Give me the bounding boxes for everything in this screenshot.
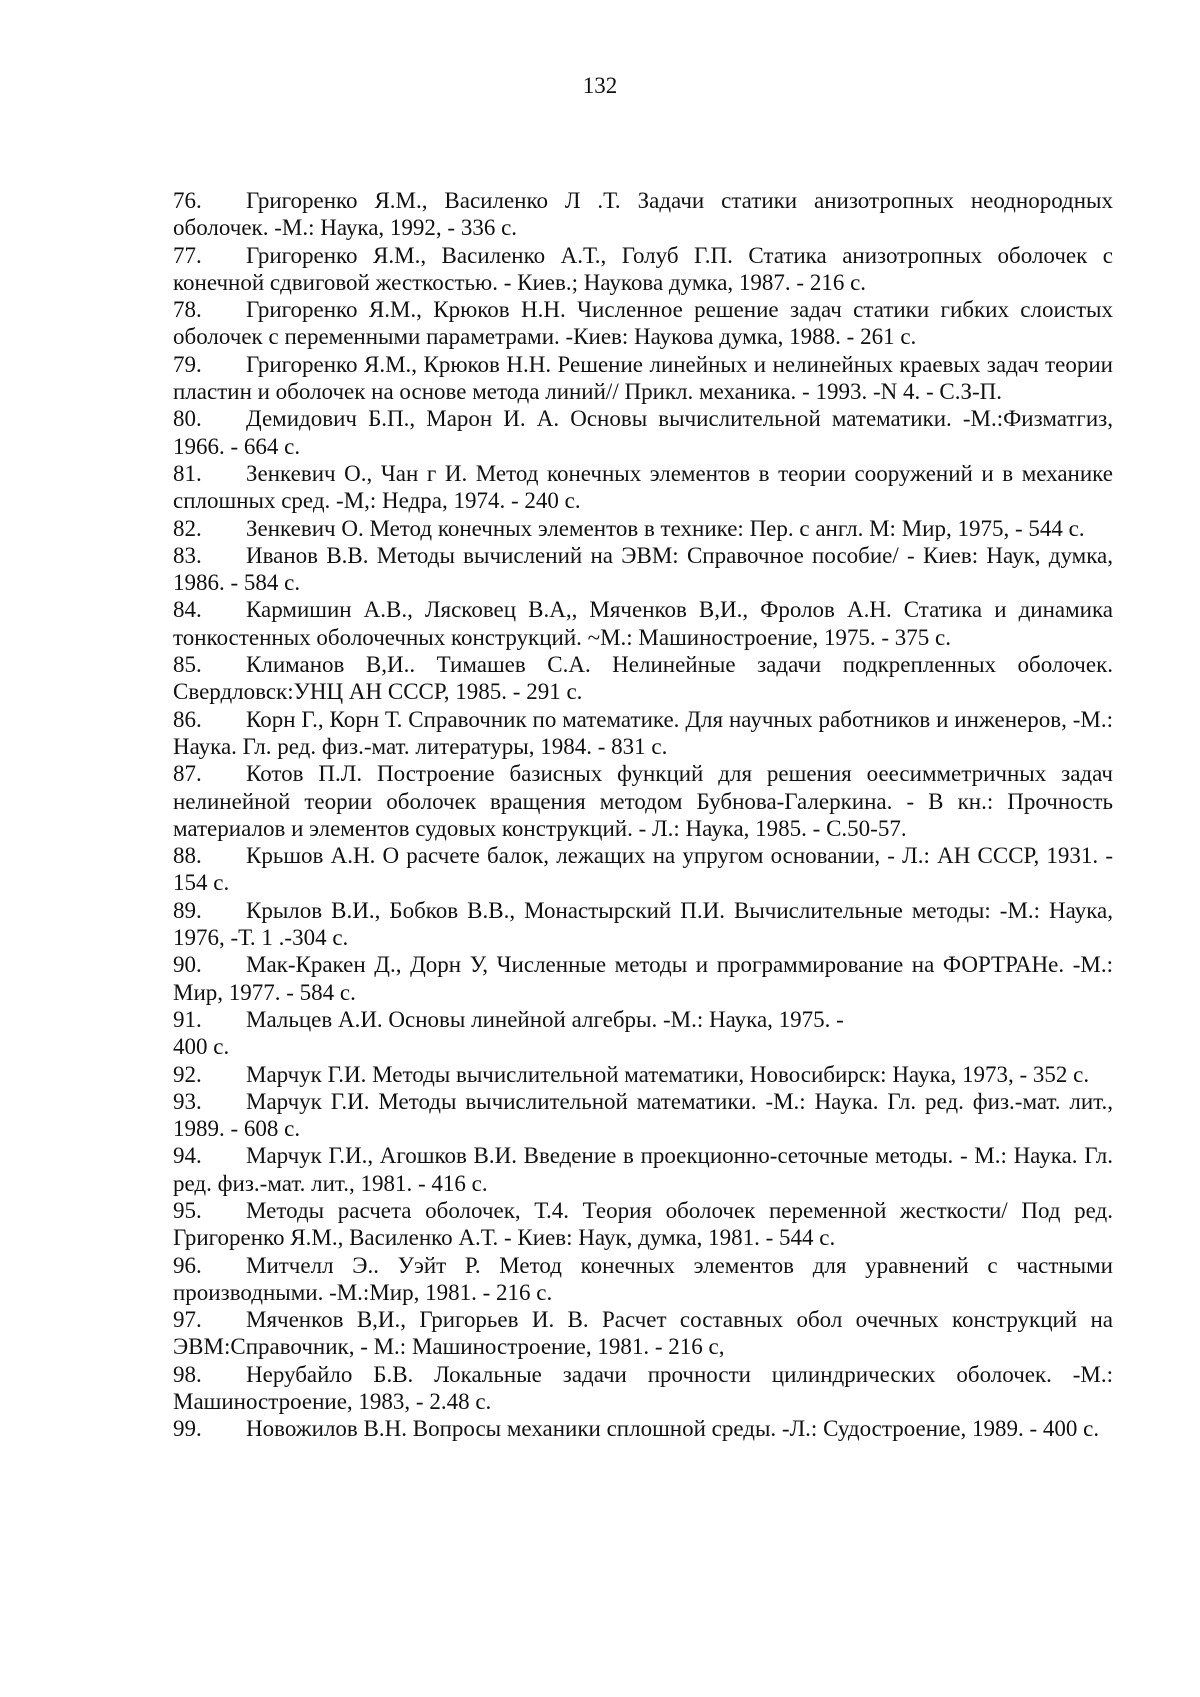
- reference-item: [173, 1197, 1113, 1252]
- reference-number: 90.: [173, 951, 246, 978]
- reference-text: Котов П.Л. Построение базисных функций для решения оеесимметричных задач нелинейной теории оболочек вращения методом Бубнова-Галеркина. - В кн.: Прочность материалов и элементов судовых конструкций. - Л.: Наука, 1985. - С.50-57.: [173, 761, 1113, 841]
- reference-number: 77.: [173, 242, 246, 269]
- reference-text: Митчелл Э.. Уэйт Р. Метод конечных элементов для уравнений с частными производными. -М.:Мир, 1981. - 216 с.: [173, 1253, 1113, 1305]
- reference-item: [173, 897, 1113, 952]
- reference-text: Иванов В.В. Методы вычислений на ЭВМ: Справочное пособие/ - Киев: Наук, думка, 1986. - 584 с.: [173, 543, 1113, 595]
- reference-number: 96.: [173, 1252, 246, 1279]
- page-number: 132: [0, 74, 1200, 97]
- reference-text: Крылов В.И., Бобков В.В., Монастырский П.И. Вычислительные методы: -М.: Наука, 1976, -Т. 1 .-304 с.: [173, 898, 1113, 950]
- reference-item: [173, 1361, 1113, 1416]
- reference-number: 80.: [173, 405, 246, 432]
- reference-item: [173, 542, 1113, 597]
- reference-text: Зенкевич О. Метод конечных элементов в технике: Пер. с англ. М: Мир, 1975, - 544 с.: [246, 516, 1085, 541]
- reference-number: 81.: [173, 460, 246, 487]
- reference-number: 94.: [173, 1142, 246, 1169]
- reference-text: Мак-Кракен Д., Дорн У, Численные методы и программирование на ФОРТРАНе. -М.: Мир, 1977. - 584 с.: [173, 952, 1113, 1004]
- reference-item: [173, 1306, 1113, 1361]
- reference-number: 89.: [173, 897, 246, 924]
- reference-number: 92.: [173, 1061, 246, 1088]
- reference-item: [173, 1006, 1113, 1061]
- reference-item: [173, 596, 1113, 651]
- reference-text: Нерубайло Б.В. Локальные задачи прочности цилиндрических оболочек. -М.: Машиностроение, 1983, - 2.48 с.: [173, 1362, 1113, 1414]
- reference-continuation: 400 с.: [173, 1034, 229, 1059]
- reference-number: 95.: [173, 1197, 246, 1224]
- reference-item: [173, 651, 1113, 706]
- reference-text: Григоренко Я.М., Крюков Н.Н. Решение линейных и нелинейных краевых задач теории пластин и оболочек на основе метода линий// Прикл. механика. - 1993. -N 4. - С.З-П.: [173, 352, 1113, 404]
- reference-text: Мяченков В,И., Григорьев И. В. Расчет составных обол очечных конструкций на ЭВМ:Справочник, - М.: Машиностроение, 1981. - 216 с,: [173, 1307, 1113, 1359]
- reference-item: [173, 242, 1113, 297]
- reference-number: 91.: [173, 1006, 246, 1033]
- reference-item: [173, 515, 1113, 542]
- document-page: [0, 0, 1200, 1697]
- reference-text: Марчук Г.И. Методы вычислительной математики, Новосибирск: Наука, 1973, - 352 с.: [246, 1062, 1089, 1087]
- reference-text: Кармишин А.В., Лясковец В.А,, Мяченков В,И., Фролов А.Н. Статика и динамика тонкостенных оболочечных конструкций. ~М.: Машиностроение, 1975. - 375 с.: [173, 597, 1113, 649]
- reference-text: Марчук Г.И., Агошков В.И. Введение в проекционно-сеточные методы. - М.: Наука. Гл. ред. физ.-мат. лит., 1981. - 416 с.: [173, 1143, 1113, 1195]
- reference-number: 79.: [173, 351, 246, 378]
- reference-number: 85.: [173, 651, 246, 678]
- reference-item: [173, 351, 1113, 406]
- reference-text: Григоренко Я.М., Василенко А.Т., Голуб Г.П. Статика анизотропных оболочек с конечной сдвиговой жесткостью. - Киев.; Наукова думка, 1987. - 216 с.: [173, 243, 1113, 295]
- reference-number: 82.: [173, 515, 246, 542]
- reference-list: [173, 187, 1113, 1443]
- reference-number: 83.: [173, 542, 246, 569]
- reference-item: [173, 842, 1113, 897]
- reference-item: [173, 951, 1113, 1006]
- reference-number: 99.: [173, 1415, 246, 1442]
- reference-item: [173, 1252, 1113, 1307]
- reference-text: Демидович Б.П., Марон И. А. Основы вычислительной математики. -М.:Физматгиз, 1966. - 664 с.: [173, 406, 1113, 458]
- reference-number: 76.: [173, 187, 246, 214]
- reference-text: Методы расчета оболочек, Т.4. Теория оболочек переменной жесткости/ Под ред. Григоренко Я.М., Василенко А.Т. - Киев: Наук, думка, 1981. - 544 с.: [173, 1198, 1113, 1250]
- reference-item: [173, 405, 1113, 460]
- reference-item: [173, 296, 1113, 351]
- reference-item: [173, 1142, 1113, 1197]
- reference-item: [173, 760, 1113, 842]
- reference-text: Корн Г., Корн Т. Справочник по математике. Для научных работников и инженеров, -М.: Наука. Гл. ред. физ.-мат. литературы, 1984. - 831 с.: [173, 707, 1113, 759]
- reference-text: Григоренко Я.М., Василенко Л .Т. Задачи статики анизотропных неоднородных оболочек. -М.: Наука, 1992, - 336 с.: [173, 188, 1113, 240]
- reference-item: [173, 1088, 1113, 1143]
- reference-text: Крьшов А.Н. О расчете балок, лежащих на упругом основании, - Л.: АН СССР, 1931. - 154 с.: [173, 843, 1113, 895]
- reference-item: [173, 460, 1113, 515]
- reference-item: [173, 187, 1113, 242]
- reference-text: Новожилов В.Н. Вопросы механики сплошной среды. -Л.: Судостроение, 1989. - 400 с.: [246, 1416, 1099, 1441]
- reference-number: 78.: [173, 296, 246, 323]
- reference-number: 97.: [173, 1306, 246, 1333]
- reference-number: 88.: [173, 842, 246, 869]
- reference-text: Климанов В,И.. Тимашев С.А. Нелинейные задачи подкрепленных оболочек. Свердловск:УНЦ АН СССР, 1985. - 291 с.: [173, 652, 1113, 704]
- reference-item: [173, 706, 1113, 761]
- reference-text: Григоренко Я.М., Крюков Н.Н. Численное решение задач статики гибких слоистых оболочек с переменными параметрами. -Киев: Наукова думка, 1988. - 261 с.: [173, 297, 1113, 349]
- reference-number: 86.: [173, 706, 246, 733]
- reference-number: 98.: [173, 1361, 246, 1388]
- reference-item: [173, 1061, 1113, 1088]
- reference-number: 84.: [173, 596, 246, 623]
- reference-text: Мальцев А.И. Основы линейной алгебры. -М.: Наука, 1975. -: [246, 1007, 844, 1032]
- reference-item: [173, 1415, 1113, 1442]
- reference-text: Зенкевич О., Чан г И. Метод конечных элементов в теории сооружений и в механике сплошных сред. -М,: Недра, 1974. - 240 с.: [173, 461, 1113, 513]
- reference-number: 87.: [173, 760, 246, 787]
- reference-number: 93.: [173, 1088, 246, 1115]
- reference-text: Марчук Г.И. Методы вычислительной математики. -М.: Наука. Гл. ред. физ.-мат. лит., 1989. - 608 с.: [173, 1089, 1113, 1141]
